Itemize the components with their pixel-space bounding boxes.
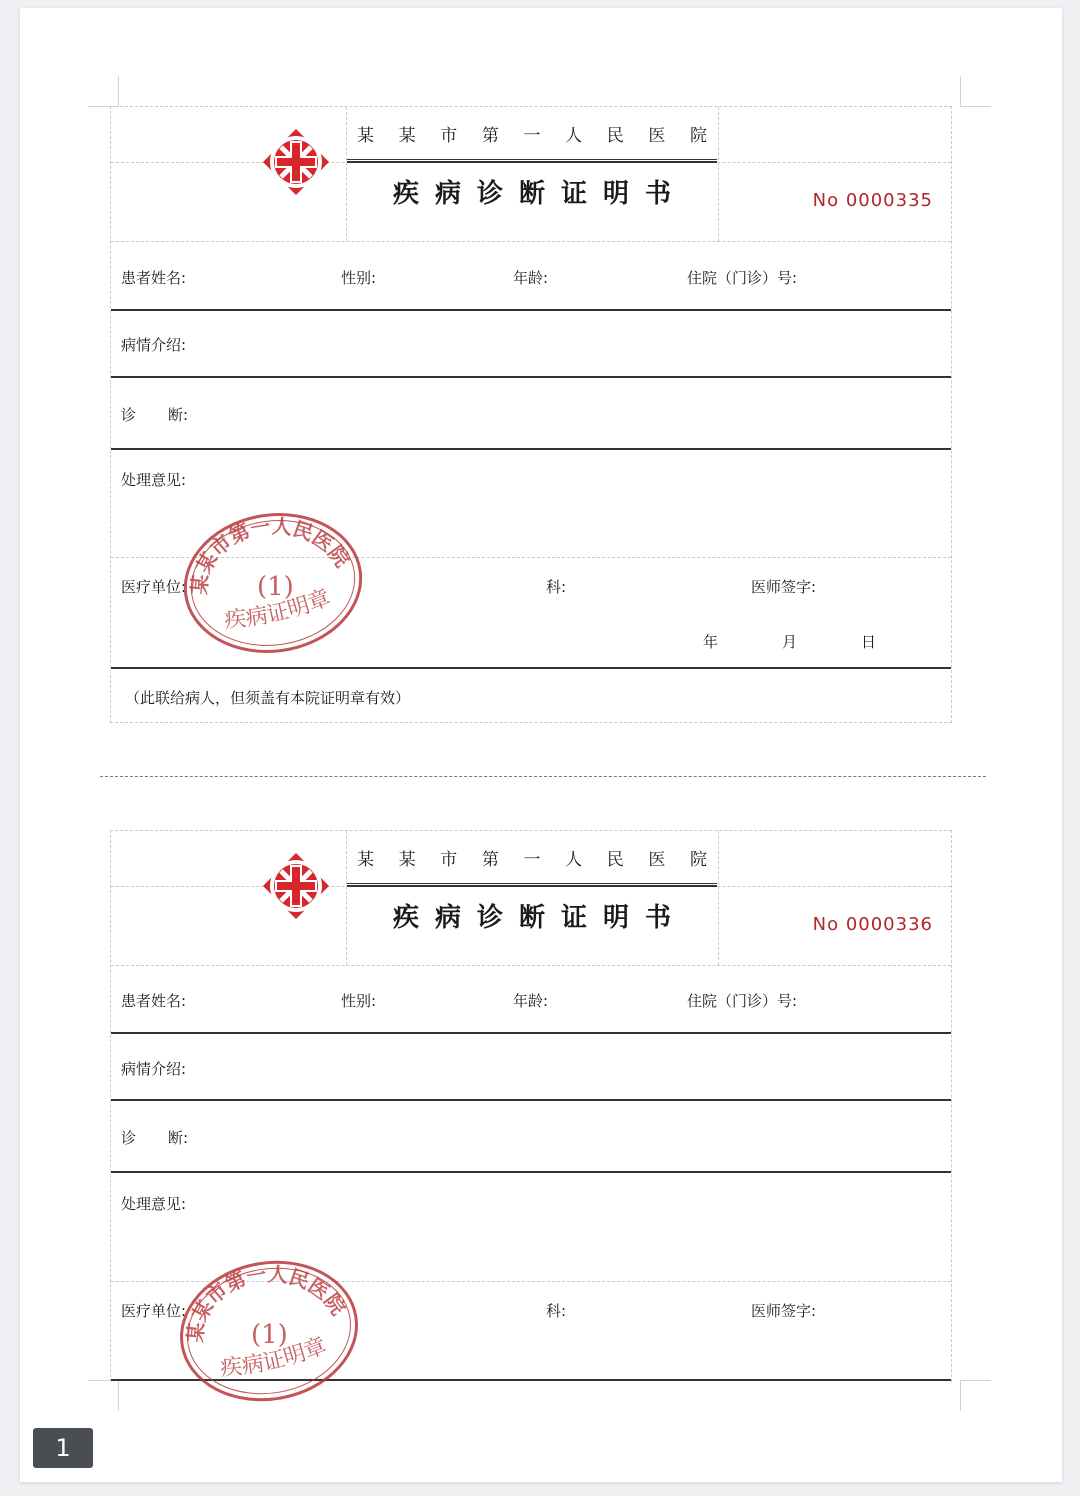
- header-divider: [718, 107, 719, 241]
- gender-label: 性别:: [341, 992, 377, 1010]
- header-bottom-line: [111, 965, 951, 966]
- certificate-title: 疾 病 诊 断 证 明 书: [392, 903, 672, 933]
- hospital-name: 某 某 市 第 一 人 民 医 院: [357, 850, 707, 870]
- medical-unit-label: 医疗单位:: [121, 578, 187, 596]
- section-rule: [111, 376, 951, 378]
- condition-label: 病情介绍:: [121, 1060, 187, 1078]
- red-cross-logo-icon: [261, 127, 331, 197]
- department-label: 科:: [546, 1302, 567, 1320]
- age-label: 年龄:: [513, 269, 549, 287]
- form-header: [111, 107, 951, 241]
- seal-outer-text: 某某市第一人民医院: [182, 1261, 351, 1344]
- serial-number: No 0000335: [812, 190, 933, 209]
- page-number-indicator[interactable]: 1: [33, 1428, 93, 1468]
- treatment-label: 处理意见:: [121, 471, 187, 489]
- seal-bottom-text: 疾病证明章: [223, 585, 335, 634]
- seal-bottom-text: 疾病证明章: [219, 1333, 331, 1382]
- tear-off-line: [100, 776, 986, 777]
- diagnosis-label-b: 断:: [168, 1129, 189, 1147]
- department-label: 科:: [546, 578, 567, 596]
- certificate-form-2: [110, 830, 952, 1382]
- patient-name-label: 患者姓名:: [121, 992, 187, 1010]
- age-label: 年龄:: [513, 992, 549, 1010]
- diagnosis-label-a: 诊: [121, 406, 137, 424]
- patient-name-label: 患者姓名:: [121, 269, 187, 287]
- title-double-rule: [347, 883, 717, 887]
- section-rule: [111, 448, 951, 450]
- section-rule: [111, 1171, 951, 1173]
- condition-label: 病情介绍:: [121, 336, 187, 354]
- seal-number: (1): [251, 1320, 288, 1350]
- serial-number: No 0000336: [812, 914, 933, 933]
- title-double-rule: [347, 159, 717, 163]
- hospital-seal-stamp: [173, 1255, 365, 1407]
- section-rule: [111, 1032, 951, 1034]
- form-header: [111, 831, 951, 965]
- section-rule: [111, 667, 951, 669]
- inpatient-number-label: 住院（门诊）号:: [687, 992, 798, 1010]
- seal-outer-text: 某某市第一人民医院: [186, 513, 355, 596]
- certificate-form-1: [110, 106, 952, 723]
- doctor-signature-label: 医师签字:: [751, 578, 817, 596]
- hospital-seal-stamp: [177, 507, 369, 659]
- crop-mark: [960, 76, 991, 107]
- diagnosis-label-b: 断:: [168, 406, 189, 424]
- document-page: [20, 8, 1062, 1482]
- day-label: 日: [861, 633, 877, 651]
- year-label: 年: [703, 633, 719, 651]
- section-rule: [111, 1099, 951, 1101]
- medical-unit-label: 医疗单位:: [121, 1302, 187, 1320]
- crop-mark: [960, 1380, 991, 1411]
- gender-label: 性别:: [341, 269, 377, 287]
- red-cross-logo-icon: [261, 851, 331, 921]
- validity-note: （此联给病人，但须盖有本院证明章有效）: [125, 689, 411, 707]
- hospital-name: 某 某 市 第 一 人 民 医 院: [357, 126, 707, 146]
- inpatient-number-label: 住院（门诊）号:: [687, 269, 798, 287]
- crop-mark: [88, 1380, 119, 1411]
- seal-number: (1): [257, 572, 294, 602]
- diagnosis-label-a: 诊: [121, 1129, 137, 1147]
- crop-mark: [88, 76, 119, 107]
- certificate-title: 疾 病 诊 断 证 明 书: [392, 179, 672, 209]
- treatment-label: 处理意见:: [121, 1195, 187, 1213]
- section-rule: [111, 309, 951, 311]
- header-bottom-line: [111, 241, 951, 242]
- header-divider: [718, 831, 719, 965]
- month-label: 月: [782, 633, 798, 651]
- doctor-signature-label: 医师签字:: [751, 1302, 817, 1320]
